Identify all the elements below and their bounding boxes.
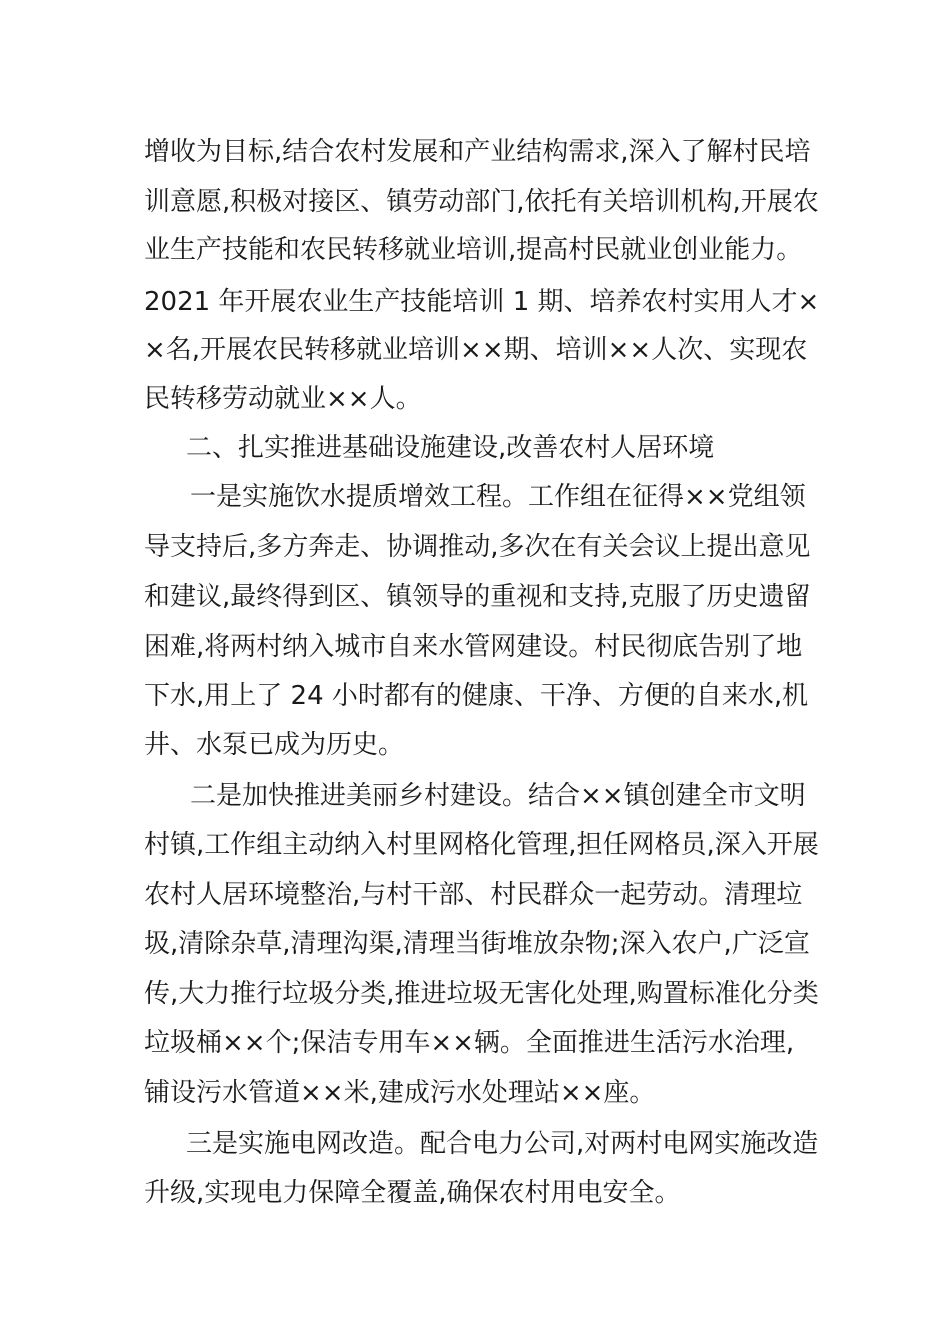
- text-line-17: 圾,清除杂草,清理沟渠,清理当街堆放杂物;深入农户,广泛宣: [144, 929, 810, 959]
- text-line-20: 铺设污水管道××米,建成污水处理站××座。: [144, 1078, 656, 1108]
- text-line-9: 导支持后,多方奔走、协调推动,多次在有关会议上提出意见: [144, 532, 811, 562]
- text-line-10: 和建议,最终得到区、镇领导的重视和支持,克服了历史遗留: [144, 582, 811, 612]
- text-line-5: ×名,开展农民转移就业培训××期、培训××人次、实现农: [144, 335, 808, 365]
- text-line-2: 训意愿,积极对接区、镇劳动部门,依托有关培训机构,开展农: [144, 187, 819, 217]
- text-line-21: 三是实施电网改造。配合电力公司,对两村电网实施改造: [186, 1129, 819, 1159]
- text-line-13: 井、水泵已成为历史。: [144, 730, 405, 760]
- text-line-4: 2021 年开展农业生产技能培训 1 期、培养农村实用人才×: [144, 287, 820, 317]
- text-line-22: 升级,实现电力保障全覆盖,确保农村用电安全。: [144, 1178, 681, 1208]
- text-line-3: 业生产技能和农民转移就业培训,提高村民就业创业能力。: [144, 235, 803, 265]
- text-line-15: 村镇,工作组主动纳入村里网格化管理,担任网格员,深入开展: [144, 830, 819, 860]
- section-heading: 二、扎实推进基础设施建设,改善农村人居环境: [186, 433, 715, 463]
- text-line-1: 增收为目标,结合农村发展和产业结构需求,深入了解村民培: [144, 137, 811, 167]
- text-line-6: 民转移劳动就业××人。: [144, 384, 422, 414]
- text-line-11: 困难,将两村纳入城市自来水管网建设。村民彻底告别了地: [144, 632, 803, 662]
- text-line-8: 一是实施饮水提质增效工程。工作组在征得××党组领: [190, 482, 806, 512]
- text-line-16: 农村人居环境整治,与村干部、村民群众一起劳动。清理垃: [144, 880, 803, 910]
- text-line-12: 下水,用上了 24 小时都有的健康、干净、方便的自来水,机: [144, 681, 809, 711]
- text-line-14: 二是加快推进美丽乡村建设。结合××镇创建全市文明: [190, 781, 806, 811]
- text-line-19: 垃圾桶××个;保洁专用车××辆。全面推进生活污水治理,: [144, 1028, 795, 1058]
- text-line-18: 传,大力推行垃圾分类,推进垃圾无害化处理,购置标准化分类: [144, 979, 819, 1009]
